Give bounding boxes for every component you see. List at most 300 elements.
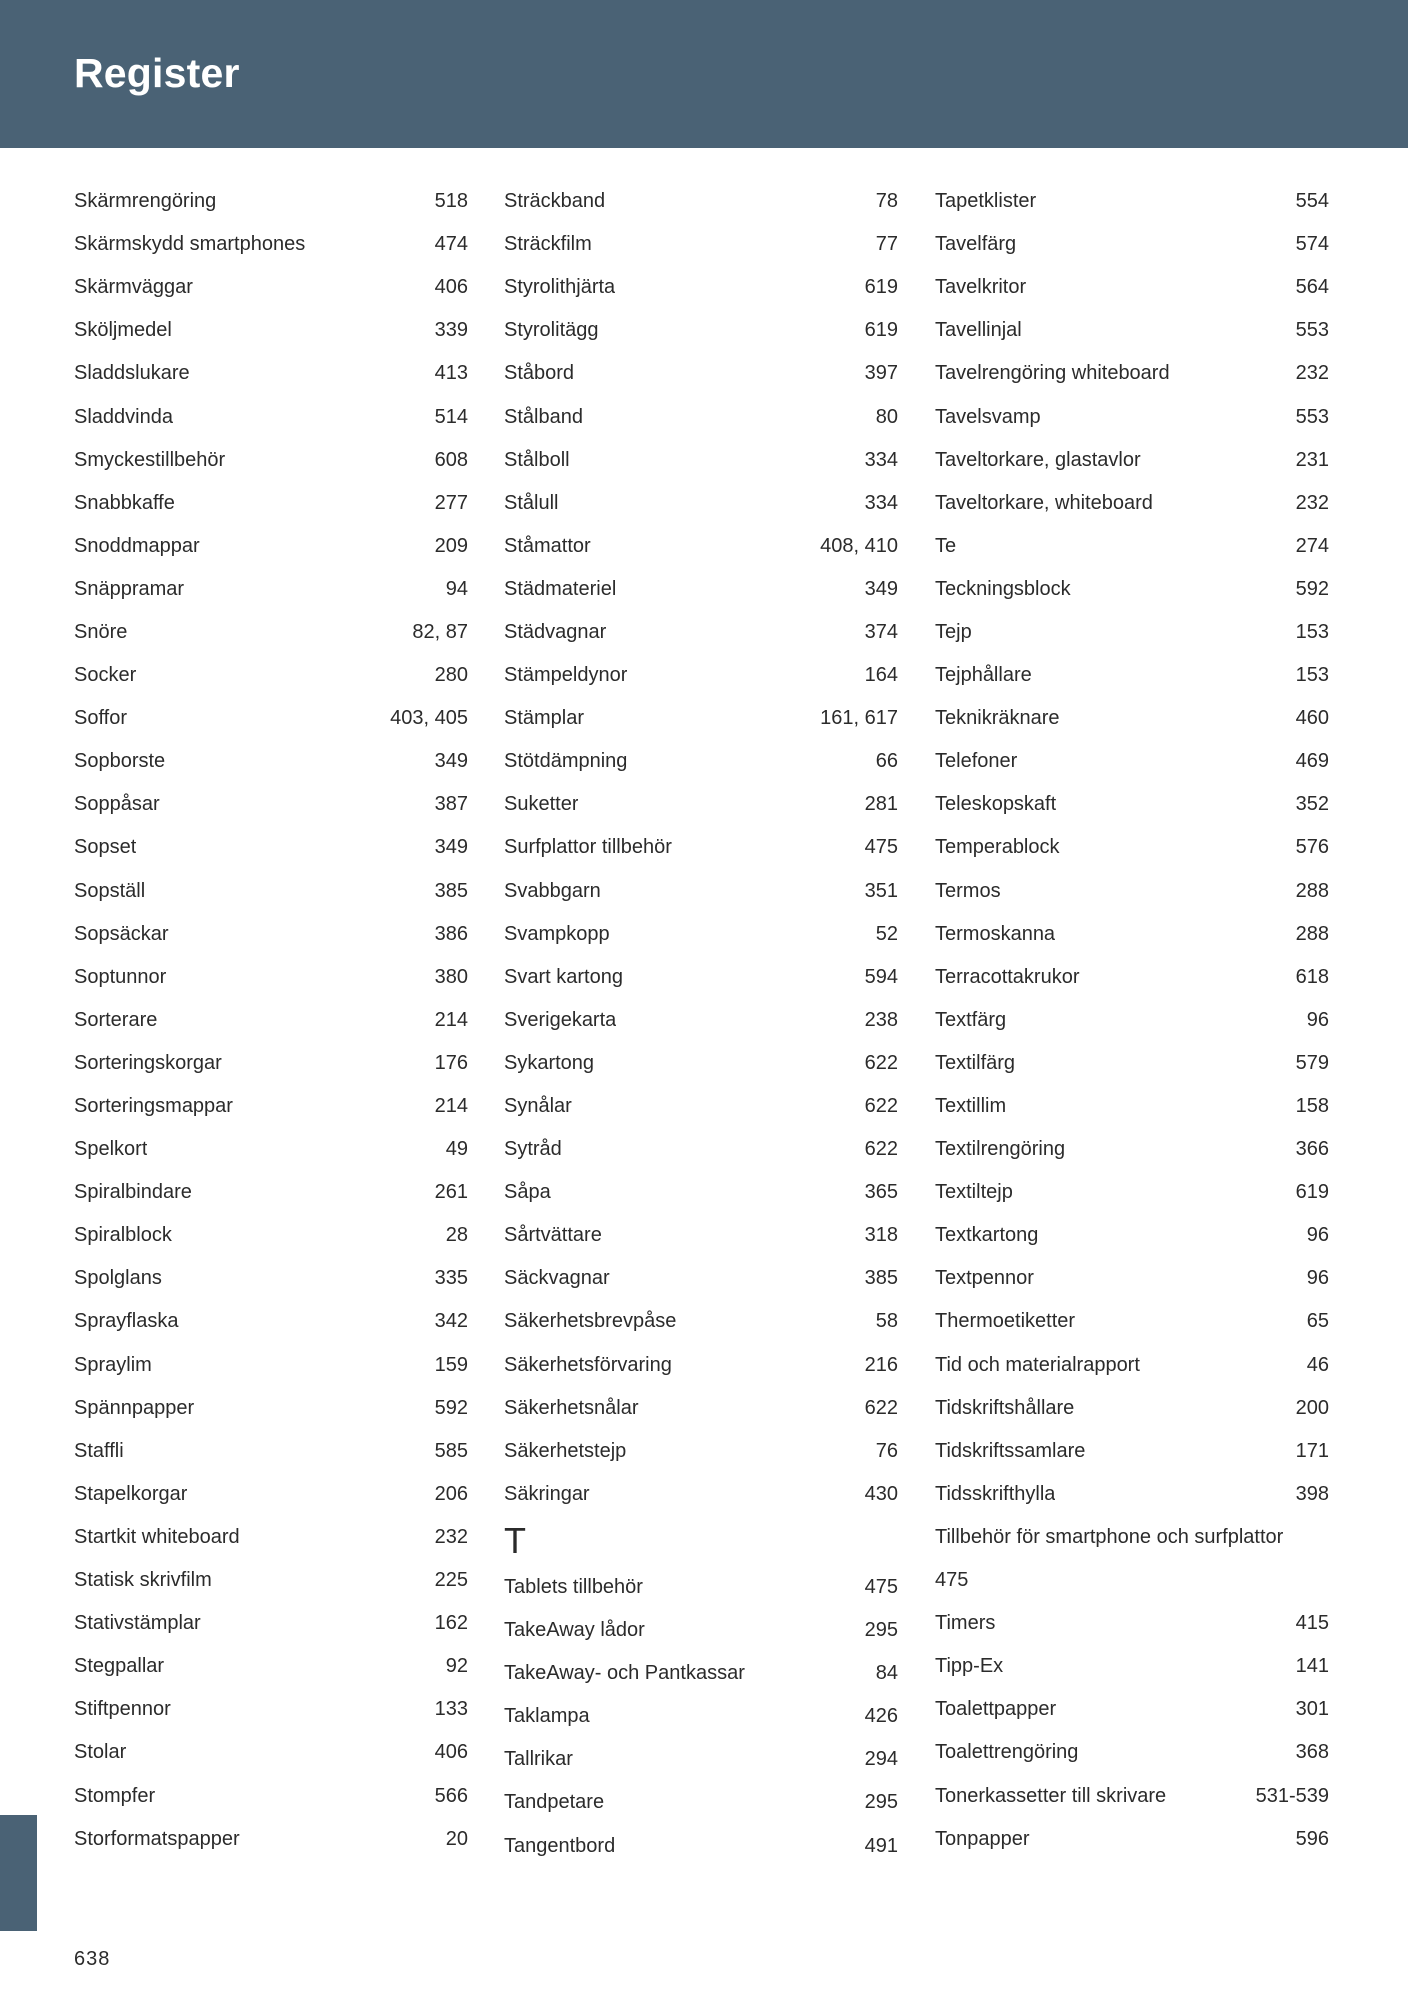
index-page-ref: 566 — [434, 1784, 468, 1807]
index-page-ref: 295 — [864, 1619, 898, 1642]
index-entry — [935, 1430, 1329, 1473]
index-term: Sopställ — [74, 879, 146, 902]
index-term: Stegpallar — [74, 1655, 165, 1678]
index-term: Startkit whiteboard — [74, 1525, 240, 1548]
index-page-ref: 579 — [1295, 1051, 1329, 1074]
index-entry — [74, 999, 468, 1042]
index-entry — [74, 1645, 468, 1688]
index-entry — [935, 1559, 1329, 1602]
index-column-2 — [504, 180, 898, 1868]
index-entry — [504, 482, 898, 525]
index-term: TakeAway lådor — [504, 1619, 645, 1642]
index-entry — [935, 1774, 1329, 1817]
index-term: Sytråd — [504, 1138, 562, 1161]
index-page-ref: 82, 87 — [412, 620, 468, 643]
index-entry — [74, 1731, 468, 1774]
index-term: Sorteringskorgar — [74, 1051, 222, 1074]
index-page-ref: 385 — [434, 879, 468, 902]
index-term: Säckvagnar — [504, 1267, 610, 1290]
index-page-ref: 594 — [864, 965, 898, 988]
index-page-ref: 403, 405 — [390, 707, 468, 730]
index-page-ref: 76 — [875, 1439, 898, 1462]
index-term: Tavelkritor — [935, 276, 1027, 299]
index-term: Soffor — [74, 707, 127, 730]
index-term: Suketter — [504, 793, 579, 816]
index-entry — [935, 1042, 1329, 1085]
index-term: Textillim — [935, 1095, 1007, 1118]
page-header — [0, 0, 1408, 148]
index-entry — [74, 180, 468, 223]
index-entry — [935, 180, 1329, 223]
index-entry — [74, 1128, 468, 1171]
index-entry — [504, 1609, 898, 1652]
index-entry — [935, 697, 1329, 740]
index-entry — [74, 1171, 468, 1214]
index-page-ref: 564 — [1295, 276, 1329, 299]
index-entry — [74, 223, 468, 266]
index-entry — [935, 395, 1329, 438]
index-term: Stativstämplar — [74, 1612, 201, 1635]
index-term: Termos — [935, 879, 1001, 902]
index-term: Stålboll — [504, 448, 570, 471]
index-entry — [935, 1731, 1329, 1774]
index-entry — [74, 1387, 468, 1430]
index-entry — [935, 1516, 1329, 1559]
index-page-ref: 94 — [445, 577, 468, 600]
index-entry — [504, 956, 898, 999]
index-entry — [935, 223, 1329, 266]
index-page-ref: 80 — [875, 405, 898, 428]
index-page-ref: 349 — [434, 750, 468, 773]
index-entry — [74, 1473, 468, 1516]
index-entry — [504, 1257, 898, 1300]
index-term: Sorteringsmappar — [74, 1095, 233, 1118]
index-entry — [74, 395, 468, 438]
index-term: Spraylim — [74, 1353, 152, 1376]
index-page-ref: 596 — [1295, 1827, 1329, 1850]
index-term: Stompfer — [74, 1784, 156, 1807]
index-entry — [504, 1738, 898, 1781]
index-page-ref: 200 — [1295, 1396, 1329, 1419]
index-page-ref: 349 — [864, 577, 898, 600]
index-page-ref: 84 — [875, 1662, 898, 1685]
index-term: Tallrikar — [504, 1748, 573, 1771]
index-term: Spiralblock — [74, 1224, 172, 1247]
index-entry — [74, 654, 468, 697]
index-page-ref: 426 — [864, 1705, 898, 1728]
index-page-ref: 380 — [434, 965, 468, 988]
index-term: Skärmrengöring — [74, 190, 217, 213]
index-page-ref: 232 — [1295, 362, 1329, 385]
index-term: Stötdämpning — [504, 750, 628, 773]
index-page-ref: 232 — [434, 1525, 468, 1548]
index-term: Stapelkorgar — [74, 1482, 188, 1505]
index-page-ref: 351 — [864, 879, 898, 902]
index-term: Tejphållare — [935, 664, 1032, 687]
index-term: Spännpapper — [74, 1396, 195, 1419]
index-entry — [74, 1300, 468, 1343]
index-term: Statisk skrivfilm — [74, 1569, 212, 1592]
index-term: Sköljmedel — [74, 319, 172, 342]
index-entry — [74, 956, 468, 999]
index-term: Tonpapper — [935, 1827, 1030, 1850]
index-term: Sopsäckar — [74, 922, 169, 945]
index-page-ref: 318 — [864, 1224, 898, 1247]
index-entry — [74, 352, 468, 395]
index-page-ref: 92 — [445, 1655, 468, 1678]
index-term: Tablets tillbehör — [504, 1575, 643, 1598]
index-page-ref: 574 — [1295, 233, 1329, 256]
index-term: Tavellinjal — [935, 319, 1022, 342]
index-page-ref: 65 — [1306, 1310, 1329, 1333]
index-page-ref: 335 — [434, 1267, 468, 1290]
index-entry — [935, 826, 1329, 869]
index-term: Taveltorkare, glastavlor — [935, 448, 1141, 471]
index-term: Sprayflaska — [74, 1310, 179, 1333]
index-page-ref: 619 — [864, 319, 898, 342]
index-entry — [74, 1774, 468, 1817]
index-page-ref: 553 — [1295, 319, 1329, 342]
index-entry — [504, 783, 898, 826]
index-page-ref: 408, 410 — [820, 534, 898, 557]
index-term: Spiralbindare — [74, 1181, 192, 1204]
index-term: Sårtvättare — [504, 1224, 602, 1247]
index-entry — [504, 1695, 898, 1738]
index-entry — [504, 1430, 898, 1473]
index-page-ref: 406 — [434, 276, 468, 299]
index-page-ref: 277 — [434, 491, 468, 514]
index-entry — [504, 1344, 898, 1387]
index-page-ref: 352 — [1295, 793, 1329, 816]
index-term: Spolglans — [74, 1267, 162, 1290]
index-term: Thermoetiketter — [935, 1310, 1076, 1333]
index-page-ref: 622 — [864, 1138, 898, 1161]
index-entry — [74, 913, 468, 956]
index-page-ref: 622 — [864, 1396, 898, 1419]
index-term: Sopset — [74, 836, 137, 859]
index-entry — [504, 1128, 898, 1171]
index-term: Sverigekarta — [504, 1008, 617, 1031]
index-entry — [935, 1688, 1329, 1731]
index-entry — [935, 352, 1329, 395]
index-entry — [504, 223, 898, 266]
index-entry — [74, 1688, 468, 1731]
index-entry — [935, 439, 1329, 482]
index-entry — [504, 1042, 898, 1085]
index-term: Taveltorkare, whiteboard — [935, 491, 1153, 514]
index-page-ref: 349 — [434, 836, 468, 859]
index-term: Termoskanna — [935, 922, 1056, 945]
index-entry — [504, 568, 898, 611]
index-page-ref: 475 — [864, 836, 898, 859]
index-page-ref: 159 — [434, 1353, 468, 1376]
index-page-ref: 164 — [864, 664, 898, 687]
index-term: Sopborste — [74, 750, 166, 773]
page-title: Register — [74, 50, 240, 96]
index-entry — [504, 611, 898, 654]
index-entry — [74, 1602, 468, 1645]
index-page-ref: 342 — [434, 1310, 468, 1333]
index-term: Tapetklister — [935, 190, 1037, 213]
index-term: Städvagnar — [504, 620, 607, 643]
index-page-ref: 460 — [1295, 707, 1329, 730]
index-entry — [504, 654, 898, 697]
index-entry — [74, 1042, 468, 1085]
index-page-ref: 49 — [445, 1138, 468, 1161]
index-page-ref: 231 — [1295, 448, 1329, 471]
index-entry — [935, 783, 1329, 826]
index-entry — [935, 1344, 1329, 1387]
index-page-ref: 554 — [1295, 190, 1329, 213]
index-term: Timers — [935, 1612, 996, 1635]
index-column-3 — [935, 180, 1329, 1861]
index-term: Såpa — [504, 1181, 551, 1204]
index-entry — [74, 266, 468, 309]
index-page-ref: 158 — [1295, 1095, 1329, 1118]
index-term: Smyckestillbehör — [74, 448, 226, 471]
index-page-ref: 514 — [434, 405, 468, 428]
index-entry — [935, 1085, 1329, 1128]
index-entry — [504, 1214, 898, 1257]
index-page-ref: 20 — [445, 1827, 468, 1850]
index-entry — [504, 266, 898, 309]
index-term: Sorterare — [74, 1008, 158, 1031]
index-term: Säkerhetsnålar — [504, 1396, 639, 1419]
index-page-ref: 161, 617 — [820, 707, 898, 730]
index-page-ref: 475 — [864, 1575, 898, 1598]
index-term: Tavelfärg — [935, 233, 1017, 256]
index-entry — [74, 783, 468, 826]
index-entry — [935, 1473, 1329, 1516]
index-entry — [74, 525, 468, 568]
index-term: Stålband — [504, 405, 583, 428]
index-page-ref: 374 — [864, 620, 898, 643]
index-term: Tejp — [935, 620, 972, 643]
index-term: Storformatspapper — [74, 1827, 240, 1850]
index-entry — [74, 1344, 468, 1387]
index-page-ref: 78 — [875, 190, 898, 213]
index-term: Tangentbord — [504, 1834, 616, 1857]
index-page-ref: 46 — [1306, 1353, 1329, 1376]
index-entry — [935, 1645, 1329, 1688]
index-term: Textiltejp — [935, 1181, 1013, 1204]
index-entry — [74, 1559, 468, 1602]
index-term: Spelkort — [74, 1138, 148, 1161]
index-page-ref: 592 — [1295, 577, 1329, 600]
index-page-ref: 261 — [434, 1181, 468, 1204]
index-page-ref: 209 — [434, 534, 468, 557]
index-page-ref: 469 — [1295, 750, 1329, 773]
index-page-ref: 295 — [864, 1791, 898, 1814]
index-entry — [504, 1566, 898, 1609]
index-entry — [74, 1214, 468, 1257]
index-entry — [74, 1516, 468, 1559]
index-term: Snabbkaffe — [74, 491, 175, 514]
index-term: Svampkopp — [504, 922, 610, 945]
index-page-ref: 368 — [1295, 1741, 1329, 1764]
index-term: Tid och materialrapport — [935, 1353, 1140, 1376]
index-page-ref: 622 — [864, 1095, 898, 1118]
index-page-ref: 592 — [434, 1396, 468, 1419]
index-page-ref: 281 — [864, 793, 898, 816]
index-entry — [504, 525, 898, 568]
index-page-ref: 171 — [1295, 1439, 1329, 1462]
index-entry — [504, 1824, 898, 1867]
index-entry — [935, 956, 1329, 999]
index-entry — [74, 1257, 468, 1300]
index-entry — [504, 1171, 898, 1214]
index-page-ref: 398 — [1295, 1482, 1329, 1505]
index-term: Synålar — [504, 1095, 572, 1118]
index-entry — [504, 870, 898, 913]
index-page-ref: 288 — [1295, 879, 1329, 902]
index-page-ref: 232 — [1295, 491, 1329, 514]
index-page-ref: 585 — [434, 1439, 468, 1462]
index-entry — [935, 999, 1329, 1042]
index-page-ref: 334 — [864, 448, 898, 471]
index-term: Textfärg — [935, 1008, 1007, 1031]
index-term: Textilfärg — [935, 1051, 1016, 1074]
index-term: Socker — [74, 664, 137, 687]
index-entry — [504, 1085, 898, 1128]
index-page-ref: 153 — [1295, 664, 1329, 687]
index-page-ref: 413 — [434, 362, 468, 385]
index-term: Toalettpapper — [935, 1698, 1057, 1721]
index-term: Sträckband — [504, 190, 606, 213]
index-entry — [504, 697, 898, 740]
index-page-ref: 406 — [434, 1741, 468, 1764]
index-page-ref: 288 — [1295, 922, 1329, 945]
index-term: Teleskopskaft — [935, 793, 1057, 816]
index-page-ref: 28 — [445, 1224, 468, 1247]
index-entry — [504, 999, 898, 1042]
index-page-ref: 430 — [864, 1482, 898, 1505]
index-page-ref: 225 — [434, 1569, 468, 1592]
index-entry — [935, 1214, 1329, 1257]
index-entry — [74, 1430, 468, 1473]
index-term: Stolar — [74, 1741, 127, 1764]
index-term: Skärmväggar — [74, 276, 193, 299]
index-entry — [74, 740, 468, 783]
index-term: Te — [935, 534, 957, 557]
index-term: Stämplar — [504, 707, 585, 730]
index-term: Sladdvinda — [74, 405, 173, 428]
index-page-ref: 176 — [434, 1051, 468, 1074]
index-term: Tavelsvamp — [935, 405, 1041, 428]
index-page-ref: 274 — [1295, 534, 1329, 557]
index-page-ref: 576 — [1295, 836, 1329, 859]
index-term: Staffli — [74, 1439, 124, 1462]
index-term: Snoddmappar — [74, 534, 200, 557]
index-entry — [74, 826, 468, 869]
index-term: Säkerhetsförvaring — [504, 1353, 672, 1376]
index-page-ref: 58 — [875, 1310, 898, 1333]
index-term: TakeAway- och Pantkassar — [504, 1662, 745, 1685]
index-entry — [935, 654, 1329, 697]
index-page-ref: 141 — [1295, 1655, 1329, 1678]
index-entry — [74, 611, 468, 654]
index-entry — [935, 1257, 1329, 1300]
index-page-ref: 301 — [1295, 1698, 1329, 1721]
index-page-ref: 214 — [434, 1095, 468, 1118]
index-term: Surfplattor tillbehör — [504, 836, 672, 859]
index-term: Svart kartong — [504, 965, 623, 988]
index-term: Tillbehör för smartphone och surfplattor — [935, 1525, 1284, 1548]
index-entry — [935, 482, 1329, 525]
index-term: Ståbord — [504, 362, 575, 385]
index-page-ref: 96 — [1306, 1224, 1329, 1247]
index-entry — [74, 439, 468, 482]
index-page-ref: 385 — [864, 1267, 898, 1290]
index-term: Toalettrengöring — [935, 1741, 1079, 1764]
index-entry — [504, 1387, 898, 1430]
index-entry — [504, 180, 898, 223]
index-entry — [504, 913, 898, 956]
index-term: Stämpeldynor — [504, 664, 628, 687]
index-entry — [935, 1602, 1329, 1645]
index-page-ref: 491 — [864, 1834, 898, 1857]
index-entry — [74, 482, 468, 525]
index-entry — [504, 1473, 898, 1516]
index-entry — [74, 870, 468, 913]
index-entry — [504, 740, 898, 783]
index-term: Tidskriftshållare — [935, 1396, 1075, 1419]
index-entry — [74, 309, 468, 352]
index-term: Styrolithjärta — [504, 276, 616, 299]
index-term: Temperablock — [935, 836, 1060, 859]
index-entry — [504, 439, 898, 482]
index-term: Sträckfilm — [504, 233, 592, 256]
index-page-ref: 474 — [434, 233, 468, 256]
index-entry — [504, 395, 898, 438]
index-entry — [504, 1652, 898, 1695]
index-page-ref: 619 — [1295, 1181, 1329, 1204]
index-page-ref: 96 — [1306, 1008, 1329, 1031]
index-entry — [935, 1128, 1329, 1171]
index-page-ref: 133 — [434, 1698, 468, 1721]
index-page-ref: 294 — [864, 1748, 898, 1771]
index-term: Svabbgarn — [504, 879, 601, 902]
index-column-1 — [74, 180, 468, 1861]
index-page-ref: 415 — [1295, 1612, 1329, 1635]
index-entry — [504, 352, 898, 395]
index-page-ref: 162 — [434, 1612, 468, 1635]
index-term: Tidskriftssamlare — [935, 1439, 1086, 1462]
index-term: Säkerhetsbrevpåse — [504, 1310, 677, 1333]
index-page-ref: 339 — [434, 319, 468, 342]
index-entry — [935, 870, 1329, 913]
index-term: Textilrengöring — [935, 1138, 1066, 1161]
index-page-ref: 206 — [434, 1482, 468, 1505]
index-term: Tipp-Ex — [935, 1655, 1004, 1678]
index-entry — [74, 568, 468, 611]
index-page-ref: 366 — [1295, 1138, 1329, 1161]
index-term: Stålull — [504, 491, 559, 514]
index-entry — [935, 1171, 1329, 1214]
index-entry — [504, 309, 898, 352]
index-page-ref: 553 — [1295, 405, 1329, 428]
index-entry — [935, 913, 1329, 956]
index-term: Textkartong — [935, 1224, 1039, 1247]
index-page-ref: 216 — [864, 1353, 898, 1376]
index-entry — [935, 568, 1329, 611]
index-term: Teckningsblock — [935, 577, 1071, 600]
index-page-ref: 280 — [434, 664, 468, 687]
index-term: Tandpetare — [504, 1791, 605, 1814]
index-term: Säkringar — [504, 1482, 590, 1505]
index-page-ref: 386 — [434, 922, 468, 945]
index-term: Soppåsar — [74, 793, 160, 816]
